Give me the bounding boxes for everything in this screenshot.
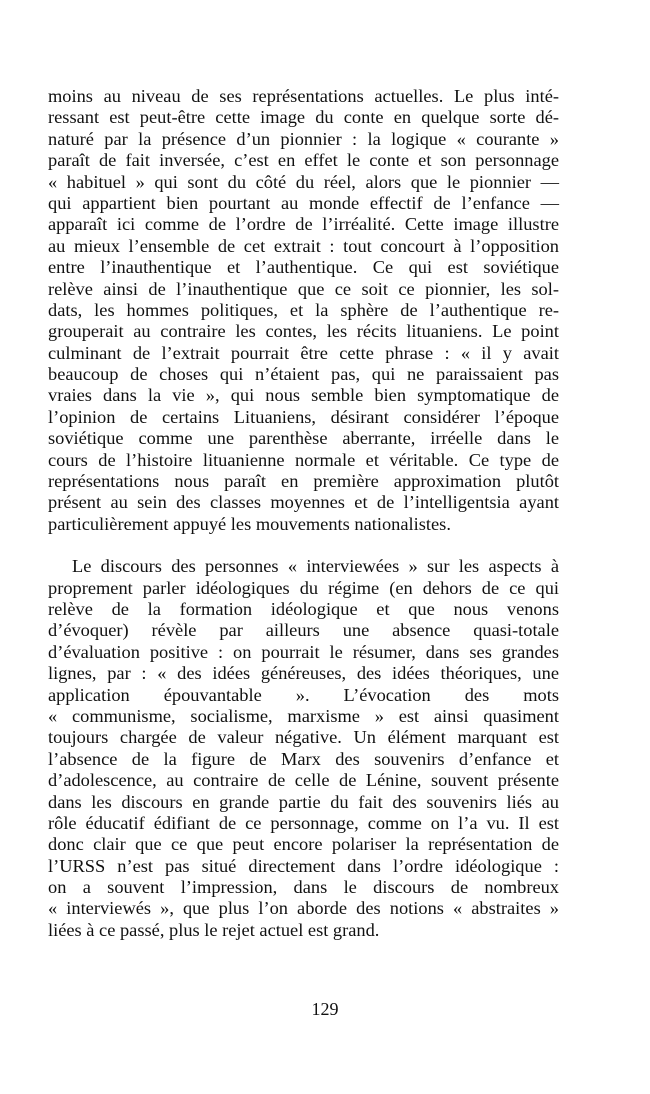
text-line: paraît de fait inversée, c’est en effet le conte et son personnage (48, 150, 559, 171)
page-body (48, 86, 559, 941)
text-line: cours de l’histoire lituanienne normale et véritable. Ce type de (48, 449, 559, 470)
text-line: relève de la formation idéologique et que nous venons (48, 598, 559, 619)
paragraph-1 (48, 86, 559, 535)
text-line: liées à ce passé, plus le rejet actuel est grand. (48, 919, 380, 940)
text-line: grouperait au contraire les contes, les récits lituaniens. Le point (48, 321, 559, 342)
text-line: l’URSS n’est pas situé directement dans l’ordre idéologique : (48, 855, 559, 876)
text-line: qui appartient bien pourtant au monde effectif de l’enfance — (48, 192, 559, 213)
text-line: culminant de l’extrait pourrait être cette phrase : « il y avait (48, 342, 559, 363)
text-line: dans les discours en grande partie du fait des souvenirs liés au (48, 791, 559, 812)
text-line: Le discours des personnes « interviewées » sur les aspects à (72, 556, 559, 577)
text-line: l’opinion de certains Lituaniens, désirant considérer l’époque (48, 406, 559, 427)
page-number: 129 (311, 999, 339, 1019)
text-line: relève ainsi de l’inauthentique que ce soit ce pionnier, les sol- (48, 278, 559, 299)
text-line: « interviewés », que plus l’on aborde des notions « abstraites » (48, 898, 559, 919)
text-line: d’évaluation positive : on pourrait le résumer, dans ses grandes (48, 641, 559, 662)
text-line: naturé par la présence d’un pionnier : la logique « courante » (48, 128, 559, 149)
text-line: « communisme, socialisme, marxisme » est ainsi quasiment (48, 705, 559, 726)
text-line: on a souvent l’impression, dans le discours de nombreux (48, 877, 559, 898)
text-line: d’adolescence, au contraire de celle de Lénine, souvent présente (48, 770, 559, 791)
text-line: rôle éducatif édifiant de ce personnage, comme on l’a vu. Il est (48, 812, 559, 833)
text-line: application épouvantable ». L’évocation des mots (48, 684, 559, 705)
text-line: toujours chargée de valeur négative. Un élément marquant est (48, 727, 559, 748)
paragraph-spacer (48, 535, 559, 556)
text-line: lignes, par : « des idées généreuses, des idées théoriques, une (48, 663, 559, 684)
text-line: entre l’inauthentique et l’authentique. Ce qui est soviétique (48, 257, 559, 278)
text-line: « habituel » qui sont du côté du réel, alors que le pionnier — (48, 171, 559, 192)
text-line: vraies dans la vie », qui nous semble bien symptomatique de (48, 385, 559, 406)
text-line: proprement parler idéologiques du régime (en dehors de ce qui (48, 577, 559, 598)
text-line: représentations nous paraît en première approximation plutôt (48, 471, 559, 492)
text-line: moins au niveau de ses représentations actuelles. Le plus inté- (48, 86, 559, 106)
text-line: l’absence de la figure de Marx des souvenirs d’enfance et (48, 748, 559, 769)
text-line: donc clair que ce que peut encore polariser la représentation de (48, 834, 559, 855)
text-line: dats, les hommes politiques, et la sphère de l’authentique re- (48, 299, 559, 320)
text-line: d’évoquer) révèle par ailleurs une absence quasi-totale (48, 620, 559, 641)
text-line: particulièrement appuyé les mouvements nationalistes. (48, 513, 451, 534)
paragraph-2 (48, 556, 559, 941)
text-line: beaucoup de choses qui n’étaient pas, qui ne paraissaient pas (48, 364, 559, 385)
text-line: au mieux l’ensemble de cet extrait : tout concourt à l’opposition (48, 235, 559, 256)
text-line: présent au sein des classes moyennes et de l’intelligentsia ayant (48, 492, 559, 513)
text-line: soviétique comme une parenthèse aberrante, irréelle dans le (48, 428, 559, 449)
text-line: apparaît ici comme de l’ordre de l’irréalité. Cette image illustre (48, 214, 559, 235)
text-line: ressant est peut-être cette image du conte en quelque sorte dé- (48, 107, 559, 128)
